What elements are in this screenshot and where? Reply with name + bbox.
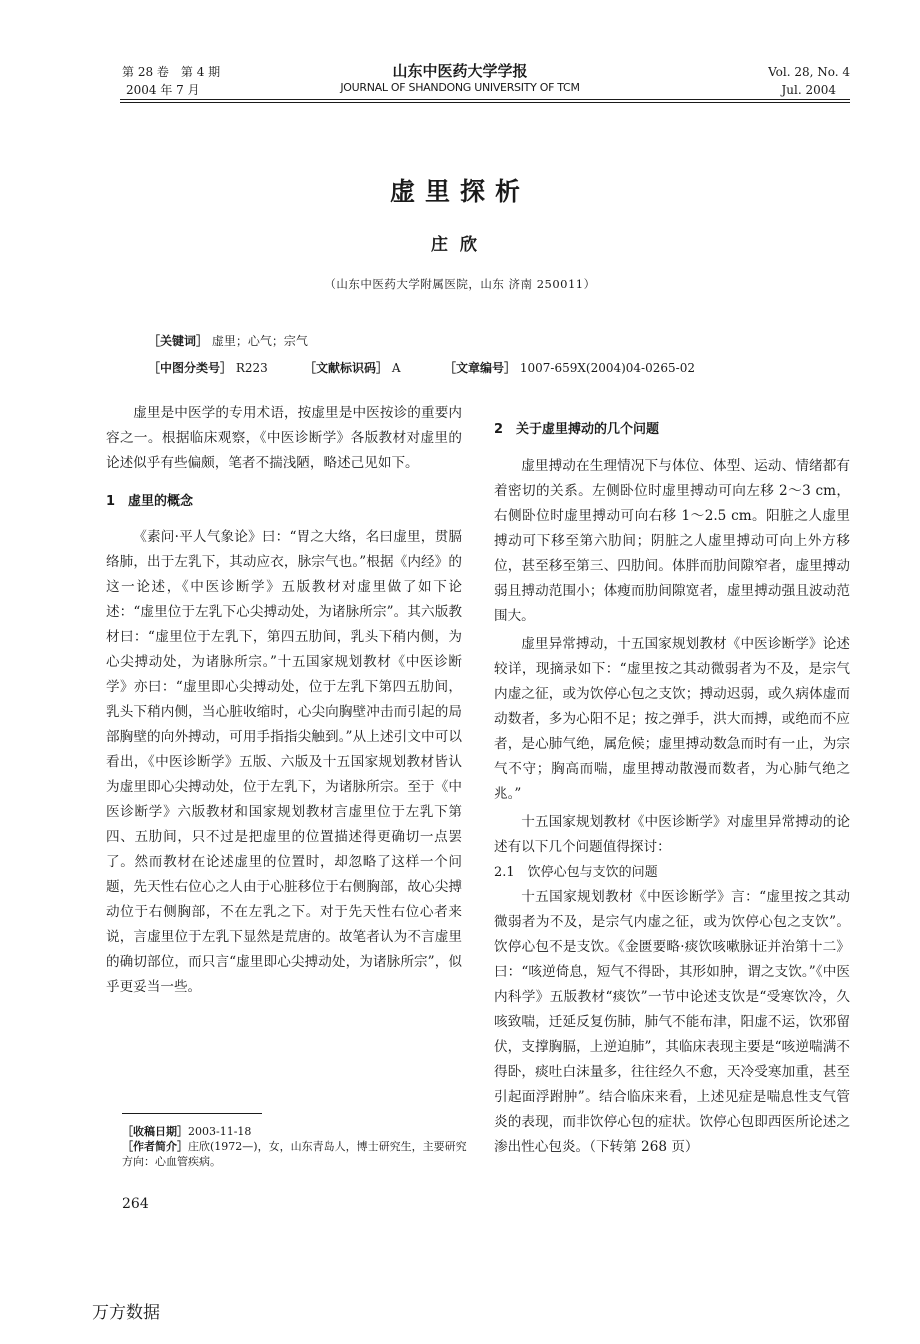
keywords-line xyxy=(148,333,308,349)
journal-title-en: JOURNAL OF SHANDONG UNIVERSITY OF TCM xyxy=(340,81,580,94)
header-rule xyxy=(120,99,850,100)
article-number-label: ［文章编号］ xyxy=(444,361,517,375)
clc-line xyxy=(148,360,268,376)
document-code: A xyxy=(391,361,401,375)
date-en: Jul. 2004 xyxy=(781,83,836,97)
volume-number-en: Vol. 28, No. 4 xyxy=(768,65,850,79)
section-1-body: 《素问·平人气象论》曰：“胃之大络，名曰虚里，贯膈络肺，出于左乳下，其动应衣，脉宗气也。”根据《内经》的这一论述，《中医诊断学》五版教材对虚里做了如下论述：“虚里位于左乳下心尖搏动处，为诸脉所宗”。其六版教材曰：“虚里位于左乳下，第四五肋间，乳头下稍内侧，为心尖搏动处，为诸脉所宗。”十五国家规划教材《中医诊断学》亦曰：“虚里即心尖搏动处，位于左乳下第四五肋间，乳头下稍内侧，当心脏收缩时，心尖向胸壁冲击而引起的局部胸壁的向外搏动，可用手指指尖触到。”从上述引文中可以看出，《中医诊断学》五版、六版及十五国家规划教材皆认为虚里即心尖搏动处，位于左乳下，为诸脉所宗。至于《中医诊断学》六版教材和国家规划教材言虚里位于左乳下第四、五肋间，只不过是把虚里的位置描述得更确切一点罢了。然而教材在论述虚里的位置时，却忽略了这样一个问题，先天性右位心之人由于心脏移位于右侧胸部，故心尖搏动位于右侧胸部，不在左乳之下。对于先天性右位心者来说，言虚里位于左乳下显然是荒唐的。故笔者认为不言虚里的确切部位，而只言“虚里即心尖搏动处，为诸脉所宗”，似乎更妥当一些。 xyxy=(106,529,462,995)
clc-label: ［中图分类号］ xyxy=(148,361,233,375)
section-1-heading: 1 虚里的概念 xyxy=(106,494,194,509)
article-author: 庄欣 xyxy=(431,235,489,255)
keywords-label: ［关键词］ xyxy=(148,334,209,348)
subsection-2-1-body: 十五国家规划教材《中医诊断学》言：“虚里按之其动微弱者为不及，是宗气内虚之征，或为饮停心包之支饮”。饮停心包不是支饮。《金匮要略·痰饮咳嗽脉证并治第十二》曰：“咳逆倚息，短气不得卧，其形如肿，谓之支饮。”《中医内科学》五版教材“痰饮”一节中论述支饮是“受寒饮冷，久咳致喘，迁延反复伤肺，肺气不能布津，阳虚不运，饮邪留伏，支撑胸膈，上逆迫肺”，其临床表现主要是“咳逆喘满不得卧，痰吐白沫量多，往往经久不愈，天冷受寒加重，甚至引起面浮跗肿”。结合临床来看，上述见症是喘息性支气管炎的表现，而非饮停心包的症状。饮停心包即西医所论述之渗出性心包炎。（下转第 268 页） xyxy=(494,889,850,1155)
received-date-line xyxy=(122,1124,468,1139)
received-date: 2003-11-18 xyxy=(188,1125,252,1138)
watermark: 万方数据 xyxy=(92,1303,160,1323)
article-title: 虚里探析 xyxy=(389,177,530,206)
volume-issue: 第 28 卷 第 4 期 xyxy=(122,65,221,79)
clc-number: R223 xyxy=(235,361,268,375)
footnote-rule xyxy=(122,1113,262,1114)
footnote xyxy=(122,1124,468,1169)
author-affiliation: （山东中医药大学附属医院，山东 济南 250011） xyxy=(324,277,596,291)
section-2-paragraph-1: 虚里搏动在生理情况下与体位、体型、运动、情绪都有着密切的关系。左侧卧位时虚里搏动可向左移 2～3 cm，右侧卧位时虚里搏动可向右移 1～2.5 cm。阳脏之人虚里搏动可下移至第六肋间；阴脏之人虚里搏动可向上外方移位，甚至移至第三、四肋间。体胖而肋间隙窄者，虚里搏动弱且搏动范围小；体瘦而肋间隙宽者，虚里搏动强且波动范围大。 xyxy=(494,458,850,624)
subsection-2-1-heading: 2.1 饮停心包与支饮的问题 xyxy=(494,865,658,880)
section-2-heading: 2 关于虚里搏动的几个问题 xyxy=(494,422,660,437)
author-bio-line xyxy=(122,1139,468,1169)
intro-paragraph: 虚里是中医学的专用术语，按虚里是中医按诊的重要内容之一。根据临床观察，《中医诊断学》各版教材对虚里的论述似乎有些偏颇，笔者不揣浅陋，略述己见如下。 xyxy=(106,405,462,471)
author-bio: 庄欣(1972—)，女，山东青岛人，博士研究生，主要研究方向：心血管疾病。 xyxy=(122,1140,467,1168)
article-number-line xyxy=(444,360,695,376)
left-column xyxy=(106,401,462,1000)
section-2-paragraph-2: 虚里异常搏动，十五国家规划教材《中医诊断学》论述较详，现摘录如下：“虚里按之其动微弱者为不及，是宗气内虚之征，或为饮停心包之支饮；搏动迟弱，或久病体虚而动数者，多为心阳不足；按之弹手，洪大而搏，或绝而不应者，是心肺气绝，属危候；虚里搏动数急而时有一止，为宗气不守；胸高而喘，虚里搏动散漫而数者，为心肺气绝之兆。” xyxy=(494,636,850,802)
author-bio-label: ［作者简介］ xyxy=(122,1140,188,1153)
section-2-paragraph-3: 十五国家规划教材《中医诊断学》对虚里异常搏动的论述有以下几个问题值得探讨： xyxy=(494,814,850,855)
header-rule-2 xyxy=(120,102,850,103)
document-code-line xyxy=(304,360,401,376)
page-number: 264 xyxy=(122,1196,149,1212)
right-column xyxy=(494,417,850,1160)
keywords: 虚里；心气；宗气 xyxy=(211,334,308,348)
article-number: 1007-659X(2004)04-0265-02 xyxy=(519,361,695,375)
document-code-label: ［文献标识码］ xyxy=(304,361,389,375)
publication-date: 2004 年 7 月 xyxy=(126,83,200,97)
received-date-label: ［收稿日期］ xyxy=(122,1125,188,1138)
journal-title-cn: 山东中医药大学学报 xyxy=(392,62,528,80)
